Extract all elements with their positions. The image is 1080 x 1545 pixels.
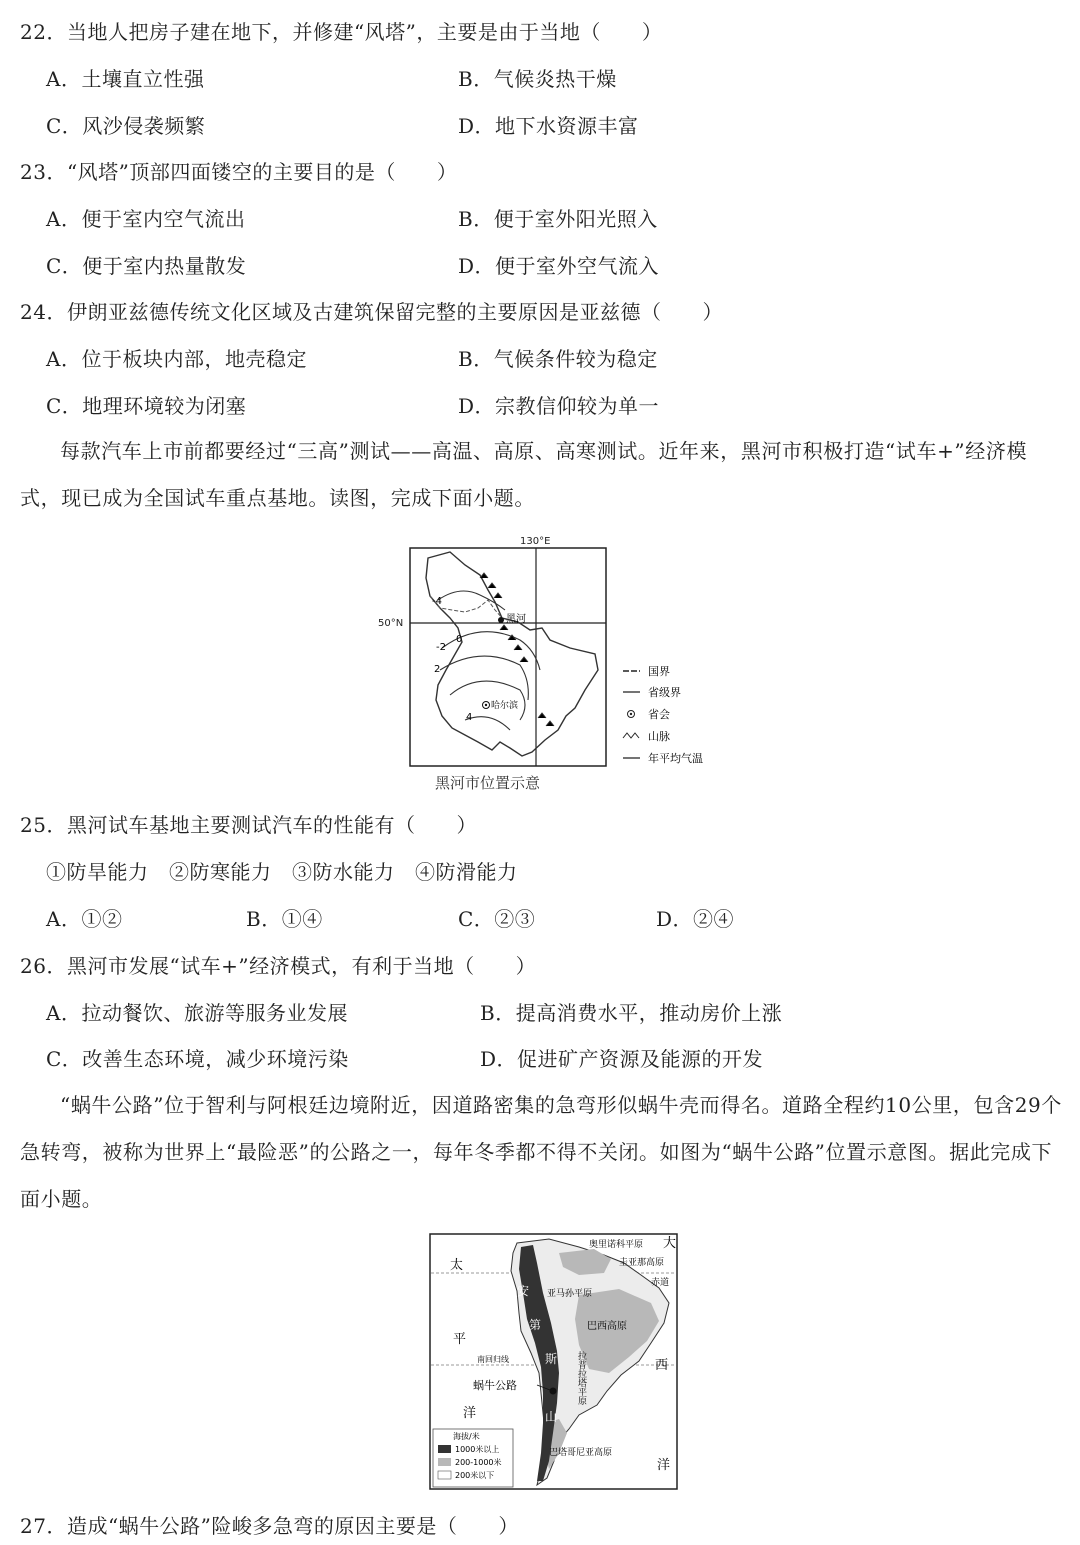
- andes-char: 安: [517, 1284, 530, 1298]
- laplata-label-group: [576, 1350, 587, 1405]
- q24-option-b[interactable]: B．气候条件较为稳定: [458, 347, 658, 371]
- heihe-city-dot: [498, 617, 504, 623]
- q22-option-a[interactable]: A．土壤直立性强: [46, 67, 205, 91]
- pacific-char: 太: [450, 1258, 464, 1273]
- passage-heihe: 每款汽车上市前都要经过“三高”测试——高温、高原、高寒测试。近年来，黑河市积极打造“试车+”经济模式，现已成为全国试车重点基地。读图，完成下面小题。: [20, 439, 1028, 510]
- passage-snail-road: “蜗牛公路”位于智利与阿根廷边境附近，因道路密集的急弯形似蜗牛壳而得名。道路全程约10公里，包含29个急转弯，被称为世界上“最险恶”的公路之一，每年冬季都不得不关闭。如图为“蜗牛公路”位置示意图。据此完成下面小题。: [20, 1093, 1062, 1211]
- svg-text:省级界: 省级界: [648, 686, 681, 699]
- q22-option-d[interactable]: D．地下水资源丰富: [458, 114, 639, 138]
- q23-option-b[interactable]: B．便于室外阳光照入: [458, 207, 658, 231]
- svg-text:省会: 省会: [648, 708, 670, 721]
- q26-option-a[interactable]: A．拉动餐饮、旅游等服务业发展: [46, 1001, 348, 1025]
- q26-option-b[interactable]: B．提高消费水平，推动房价上涨: [480, 1001, 783, 1025]
- q25-statements: ①防旱能力 ②防寒能力 ③防水能力 ④防滑能力: [46, 860, 518, 884]
- isotherm-label: 2: [434, 664, 441, 675]
- svg-text:200米以下: 200米以下: [455, 1471, 495, 1480]
- orinoco-label: 奥里诺科平原: [589, 1240, 644, 1250]
- atlantic-char: 大: [663, 1236, 677, 1251]
- svg-text:山脉: 山脉: [648, 730, 670, 743]
- andes-char: 第: [529, 1318, 542, 1332]
- svg-text:海拔/米: 海拔/米: [453, 1432, 480, 1441]
- q24-option-d[interactable]: D．宗教信仰较为单一: [458, 394, 660, 418]
- q22-option-b[interactable]: B．气候炎热干燥: [458, 67, 617, 91]
- laplata-label: 拉普拉塔平原: [576, 1351, 586, 1405]
- q26-option-d[interactable]: D．促进矿产资源及能源的开发: [480, 1047, 764, 1071]
- guiana-label: 圭亚那高原: [619, 1258, 665, 1268]
- tropic-label: 南回归线: [477, 1355, 509, 1364]
- andes-char: 斯: [545, 1352, 558, 1366]
- snail-road-marker: [550, 1388, 557, 1395]
- isotherm-label: 0: [456, 634, 463, 645]
- south-america-map: [429, 1233, 679, 1491]
- heihe-location-map: [370, 530, 730, 795]
- svg-text:国界: 国界: [648, 665, 670, 678]
- svg-text:年平均气温: 年平均气温: [648, 752, 703, 765]
- snail-road-label: 蜗牛公路: [473, 1379, 517, 1392]
- atlantic-char: 洋: [657, 1458, 671, 1473]
- q22-option-c[interactable]: C．风沙侵袭频繁: [46, 114, 206, 138]
- svg-text:1000米以上: 1000米以上: [455, 1445, 500, 1454]
- q25-option-d[interactable]: D．②④: [656, 907, 735, 931]
- svg-text:200-1000米: 200-1000米: [455, 1458, 502, 1467]
- brazil-label: 巴西高原: [587, 1321, 627, 1332]
- map-legend: [623, 665, 703, 765]
- heihe-city-label: 黑河: [506, 614, 526, 625]
- question-23-stem: 23．“风塔”顶部四面镂空的主要目的是（ ）: [20, 160, 458, 184]
- isotherm-label: -4: [432, 596, 442, 607]
- harbin-city-label: 哈尔滨: [491, 701, 519, 711]
- question-22-stem: 22．当地人把房子建在地下，并修建“风塔”，主要是由于当地（ ）: [20, 20, 663, 44]
- isotherm-label: 4: [466, 712, 473, 723]
- q23-option-c[interactable]: C．便于室内热量散发: [46, 254, 247, 278]
- q25-option-c[interactable]: C．②③: [458, 907, 536, 931]
- atlantic-char: 西: [655, 1358, 669, 1373]
- question-26-stem: 26．黑河市发展“试车+”经济模式，有利于当地（ ）: [20, 954, 537, 978]
- q26-option-c[interactable]: C．改善生态环境，减少环境污染: [46, 1047, 349, 1071]
- map-caption: 黑河市位置示意: [435, 774, 541, 792]
- question-24-stem: 24．伊朗亚兹德传统文化区域及古建筑保留完整的主要原因是亚兹德（ ）: [20, 300, 723, 324]
- equator-label: 赤道: [651, 1278, 670, 1288]
- andes-char: 山: [545, 1410, 558, 1424]
- question-27-stem: 27．造成“蜗牛公路”险峻多急弯的原因主要是（ ）: [20, 1514, 519, 1538]
- amazon-label: 亚马孙平原: [547, 1289, 593, 1299]
- longitude-label: 130°E: [520, 536, 551, 547]
- q25-option-a[interactable]: A．①②: [46, 907, 123, 931]
- pacific-char: 平: [453, 1332, 467, 1347]
- question-25-stem: 25．黑河试车基地主要测试汽车的性能有（ ）: [20, 813, 477, 837]
- isotherm-label: -2: [436, 642, 446, 653]
- q25-option-b[interactable]: B．①④: [246, 907, 323, 931]
- elevation-legend: [433, 1429, 513, 1487]
- patagonia-label: 巴塔哥尼亚高原: [549, 1448, 613, 1458]
- q24-option-a[interactable]: A．位于板块内部，地壳稳定: [46, 347, 307, 371]
- q23-option-a[interactable]: A．便于室内空气流出: [46, 207, 246, 231]
- latitude-label: 50°N: [378, 618, 404, 629]
- pacific-char: 洋: [463, 1406, 477, 1421]
- q24-option-c[interactable]: C．地理环境较为闭塞: [46, 394, 247, 418]
- q23-option-d[interactable]: D．便于室外空气流入: [458, 254, 660, 278]
